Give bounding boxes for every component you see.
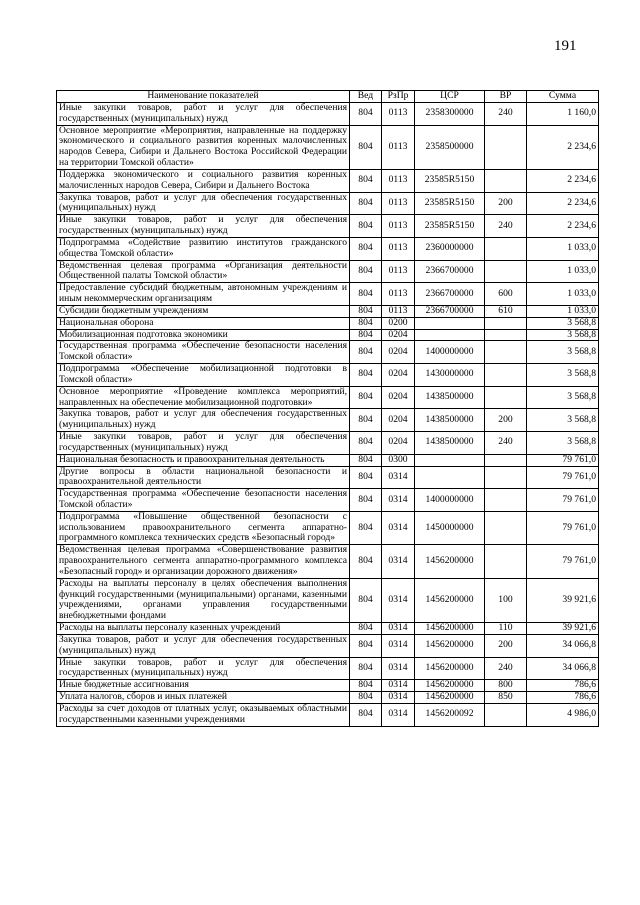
cell-name: Субсидии бюджетным учреждениям (57, 305, 350, 317)
cell-ved: 804 (350, 386, 382, 409)
cell-vr (485, 511, 527, 544)
cell-rzpr: 0113 (382, 260, 415, 283)
cell-csr: 2358300000 (415, 103, 485, 126)
cell-vr (485, 169, 527, 192)
cell-name: Национальная безопасность и правоохранительная деятельность (57, 454, 350, 466)
cell-csr: 2366700000 (415, 260, 485, 283)
cell-name: Подпрограмма «Содействие развитию институтов гражданского общества Томской области» (57, 237, 350, 260)
cell-rzpr: 0314 (382, 657, 415, 680)
cell-csr: 1456200092 (415, 703, 485, 726)
cell-sum: 79 761,0 (527, 511, 599, 544)
cell-sum: 3 568,8 (527, 317, 599, 329)
cell-rzpr: 0314 (382, 680, 415, 692)
table-row (57, 409, 599, 432)
table-row (57, 341, 599, 364)
cell-ved: 804 (350, 329, 382, 341)
table-row (57, 305, 599, 317)
cell-sum: 39 921,6 (527, 578, 599, 622)
cell-ved: 804 (350, 409, 382, 432)
cell-csr: 2360000000 (415, 237, 485, 260)
cell-ved: 804 (350, 578, 382, 622)
cell-csr: 2366700000 (415, 283, 485, 306)
cell-name: Расходы за счет доходов от платных услуг, оказываемых областными государственными казенными учреждениями (57, 703, 350, 726)
cell-name: Иные бюджетные ассигнования (57, 680, 350, 692)
table-row (57, 386, 599, 409)
cell-ved: 804 (350, 454, 382, 466)
cell-sum: 786,6 (527, 692, 599, 704)
cell-vr (485, 341, 527, 364)
cell-vr (485, 545, 527, 578)
cell-sum: 2 234,6 (527, 215, 599, 238)
cell-sum: 2 234,6 (527, 125, 599, 169)
cell-csr (415, 466, 485, 489)
cell-name: Государственная программа «Обеспечение безопасности населения Томской области» (57, 341, 350, 364)
cell-name: Основное мероприятие «Проведение комплекса мероприятий, направленных на обеспечение мобилизационной подготовки» (57, 386, 350, 409)
table-row (57, 215, 599, 238)
cell-ved: 804 (350, 103, 382, 126)
header-sum: Сумма (527, 91, 599, 103)
cell-vr (485, 260, 527, 283)
table-row (57, 634, 599, 657)
cell-rzpr: 0113 (382, 103, 415, 126)
table-row (57, 169, 599, 192)
header-name: Наименование показателей (57, 91, 350, 103)
cell-name: Основное мероприятие «Мероприятия, направленные на поддержку экономического и социального развития коренных малочисленных народов Севера, Сибири и Дальнего Востока Российской Федерации на территории Томской области» (57, 125, 350, 169)
cell-name: Уплата налогов, сборов и иных платежей (57, 692, 350, 704)
cell-rzpr: 0113 (382, 125, 415, 169)
cell-name: Национальная оборона (57, 317, 350, 329)
cell-vr: 800 (485, 680, 527, 692)
cell-sum: 34 066,8 (527, 634, 599, 657)
cell-ved: 804 (350, 341, 382, 364)
cell-ved: 804 (350, 364, 382, 387)
table-body (57, 103, 599, 727)
cell-sum: 1 033,0 (527, 260, 599, 283)
cell-rzpr: 0314 (382, 545, 415, 578)
cell-csr (415, 329, 485, 341)
cell-sum: 2 234,6 (527, 169, 599, 192)
cell-rzpr: 0314 (382, 623, 415, 635)
table-row (57, 283, 599, 306)
cell-vr: 110 (485, 623, 527, 635)
cell-sum: 79 761,0 (527, 454, 599, 466)
cell-ved: 804 (350, 260, 382, 283)
cell-rzpr: 0314 (382, 692, 415, 704)
table-row (57, 623, 599, 635)
cell-vr (485, 489, 527, 512)
cell-rzpr: 0314 (382, 578, 415, 622)
cell-vr: 850 (485, 692, 527, 704)
cell-ved: 804 (350, 511, 382, 544)
cell-sum: 3 568,8 (527, 341, 599, 364)
cell-name: Подпрограмма «Повышение общественной безопасности с использованием правоохранительного сегмента аппаратно-программного комплекса технических средств «Безопасный город» (57, 511, 350, 544)
cell-csr: 23585R5150 (415, 215, 485, 238)
cell-rzpr: 0314 (382, 511, 415, 544)
cell-vr: 240 (485, 103, 527, 126)
cell-name: Расходы на выплаты персоналу в целях обеспечения выполнения функций государственными (муниципальными) органами, казенными учреждениями, органами управления государственными внебюджетными фондами (57, 578, 350, 622)
cell-csr: 23585R5150 (415, 169, 485, 192)
table-row (57, 466, 599, 489)
table-header-row (57, 91, 599, 103)
cell-rzpr: 0113 (382, 215, 415, 238)
cell-sum: 4 986,0 (527, 703, 599, 726)
cell-ved: 804 (350, 489, 382, 512)
cell-ved: 804 (350, 623, 382, 635)
cell-csr: 1456200000 (415, 680, 485, 692)
cell-csr: 1400000000 (415, 489, 485, 512)
cell-ved: 804 (350, 215, 382, 238)
budget-table (56, 90, 599, 727)
cell-vr (485, 386, 527, 409)
cell-name: Другие вопросы в области национальной безопасности и правоохранительной деятельности (57, 466, 350, 489)
cell-vr: 200 (485, 409, 527, 432)
cell-name: Закупка товаров, работ и услуг для обеспечения государственных (муниципальных) нужд (57, 409, 350, 432)
cell-sum: 39 921,6 (527, 623, 599, 635)
cell-ved: 804 (350, 466, 382, 489)
cell-rzpr: 0200 (382, 317, 415, 329)
cell-name: Поддержка экономического и социального развития коренных малочисленных народов Севера, Сибири и Дальнего Востока (57, 169, 350, 192)
cell-csr: 1438500000 (415, 386, 485, 409)
cell-csr: 1456200000 (415, 623, 485, 635)
table-row (57, 237, 599, 260)
header-ved: Вед (350, 91, 382, 103)
cell-ved: 804 (350, 634, 382, 657)
cell-ved: 804 (350, 692, 382, 704)
cell-rzpr: 0113 (382, 305, 415, 317)
cell-sum: 3 568,8 (527, 386, 599, 409)
cell-csr: 1438500000 (415, 409, 485, 432)
cell-vr (485, 364, 527, 387)
table-row (57, 692, 599, 704)
cell-ved: 804 (350, 657, 382, 680)
cell-sum: 3 568,8 (527, 432, 599, 455)
cell-name: Закупка товаров, работ и услуг для обеспечения государственных (муниципальных) нужд (57, 634, 350, 657)
cell-vr (485, 466, 527, 489)
cell-ved: 804 (350, 192, 382, 215)
table-row (57, 454, 599, 466)
table-row (57, 657, 599, 680)
table-row (57, 125, 599, 169)
table-row (57, 511, 599, 544)
cell-rzpr: 0113 (382, 237, 415, 260)
cell-sum: 3 568,8 (527, 329, 599, 341)
cell-rzpr: 0204 (382, 386, 415, 409)
cell-name: Подпрограмма «Обеспечение мобилизационной подготовки в Томской области» (57, 364, 350, 387)
cell-sum: 3 568,8 (527, 364, 599, 387)
cell-name: Закупка товаров, работ и услуг для обеспечения государственных (муниципальных) нужд (57, 192, 350, 215)
cell-vr: 100 (485, 578, 527, 622)
cell-name: Ведомственная целевая программа «Совершенствование развития правоохранительного сегмента аппаратно-программного комплекса «Безопасный город» и организации дорожного движения» (57, 545, 350, 578)
header-vr: ВР (485, 91, 527, 103)
cell-vr (485, 317, 527, 329)
header-rzpr: РзПр (382, 91, 415, 103)
cell-ved: 804 (350, 680, 382, 692)
cell-csr: 1450000000 (415, 511, 485, 544)
table-row (57, 329, 599, 341)
cell-name: Предоставление субсидий бюджетным, автономным учреждениям и иным некоммерческим организациям (57, 283, 350, 306)
cell-name: Мобилизационная подготовка экономики (57, 329, 350, 341)
cell-name: Иные закупки товаров, работ и услуг для обеспечения государственных (муниципальных) нужд (57, 657, 350, 680)
cell-rzpr: 0314 (382, 466, 415, 489)
cell-name: Государственная программа «Обеспечение безопасности населения Томской области» (57, 489, 350, 512)
cell-rzpr: 0204 (382, 329, 415, 341)
cell-ved: 804 (350, 317, 382, 329)
cell-vr: 240 (485, 657, 527, 680)
table-row (57, 317, 599, 329)
table-row (57, 545, 599, 578)
table-row (57, 260, 599, 283)
cell-csr: 1438500000 (415, 432, 485, 455)
cell-name: Иные закупки товаров, работ и услуг для обеспечения государственных (муниципальных) нужд (57, 103, 350, 126)
cell-vr: 240 (485, 432, 527, 455)
cell-rzpr: 0113 (382, 192, 415, 215)
header-csr: ЦСР (415, 91, 485, 103)
cell-sum: 79 761,0 (527, 545, 599, 578)
cell-ved: 804 (350, 283, 382, 306)
cell-ved: 804 (350, 169, 382, 192)
table-row (57, 103, 599, 126)
cell-sum: 1 033,0 (527, 283, 599, 306)
cell-vr (485, 329, 527, 341)
cell-vr: 600 (485, 283, 527, 306)
cell-csr: 1456200000 (415, 634, 485, 657)
table-row (57, 192, 599, 215)
cell-csr: 1456200000 (415, 692, 485, 704)
cell-ved: 804 (350, 125, 382, 169)
cell-csr (415, 317, 485, 329)
cell-vr: 240 (485, 215, 527, 238)
cell-vr: 200 (485, 634, 527, 657)
cell-rzpr: 0113 (382, 169, 415, 192)
table-row (57, 680, 599, 692)
cell-csr (415, 454, 485, 466)
table-row (57, 364, 599, 387)
cell-ved: 804 (350, 237, 382, 260)
cell-name: Расходы на выплаты персоналу казенных учреждений (57, 623, 350, 635)
cell-ved: 804 (350, 305, 382, 317)
table-row (57, 432, 599, 455)
cell-csr: 1430000000 (415, 364, 485, 387)
cell-rzpr: 0300 (382, 454, 415, 466)
cell-sum: 1 160,0 (527, 103, 599, 126)
cell-name: Ведомственная целевая программа «Организация деятельности Общественной палаты Томской области» (57, 260, 350, 283)
cell-ved: 804 (350, 432, 382, 455)
cell-vr (485, 125, 527, 169)
cell-sum: 34 066,8 (527, 657, 599, 680)
cell-rzpr: 0314 (382, 489, 415, 512)
cell-vr (485, 454, 527, 466)
cell-csr: 23585R5150 (415, 192, 485, 215)
cell-csr: 2366700000 (415, 305, 485, 317)
cell-sum: 3 568,8 (527, 409, 599, 432)
cell-name: Иные закупки товаров, работ и услуг для обеспечения государственных (муниципальных) нужд (57, 432, 350, 455)
cell-rzpr: 0204 (382, 364, 415, 387)
cell-csr: 1456200000 (415, 545, 485, 578)
cell-vr: 200 (485, 192, 527, 215)
cell-name: Иные закупки товаров, работ и услуг для обеспечения государственных (муниципальных) нужд (57, 215, 350, 238)
cell-sum: 786,6 (527, 680, 599, 692)
cell-sum: 79 761,0 (527, 489, 599, 512)
page-number: 191 (554, 38, 577, 54)
cell-ved: 804 (350, 703, 382, 726)
table-row (57, 578, 599, 622)
cell-rzpr: 0204 (382, 432, 415, 455)
cell-csr: 1456200000 (415, 657, 485, 680)
cell-csr: 1456200000 (415, 578, 485, 622)
cell-sum: 2 234,6 (527, 192, 599, 215)
cell-rzpr: 0204 (382, 341, 415, 364)
cell-rzpr: 0314 (382, 703, 415, 726)
cell-vr: 610 (485, 305, 527, 317)
table-row (57, 703, 599, 726)
cell-rzpr: 0113 (382, 283, 415, 306)
cell-csr: 2358500000 (415, 125, 485, 169)
cell-vr (485, 237, 527, 260)
cell-rzpr: 0204 (382, 409, 415, 432)
cell-sum: 1 033,0 (527, 305, 599, 317)
cell-sum: 1 033,0 (527, 237, 599, 260)
cell-sum: 79 761,0 (527, 466, 599, 489)
table-row (57, 489, 599, 512)
cell-csr: 1400000000 (415, 341, 485, 364)
cell-rzpr: 0314 (382, 634, 415, 657)
cell-vr (485, 703, 527, 726)
cell-ved: 804 (350, 545, 382, 578)
